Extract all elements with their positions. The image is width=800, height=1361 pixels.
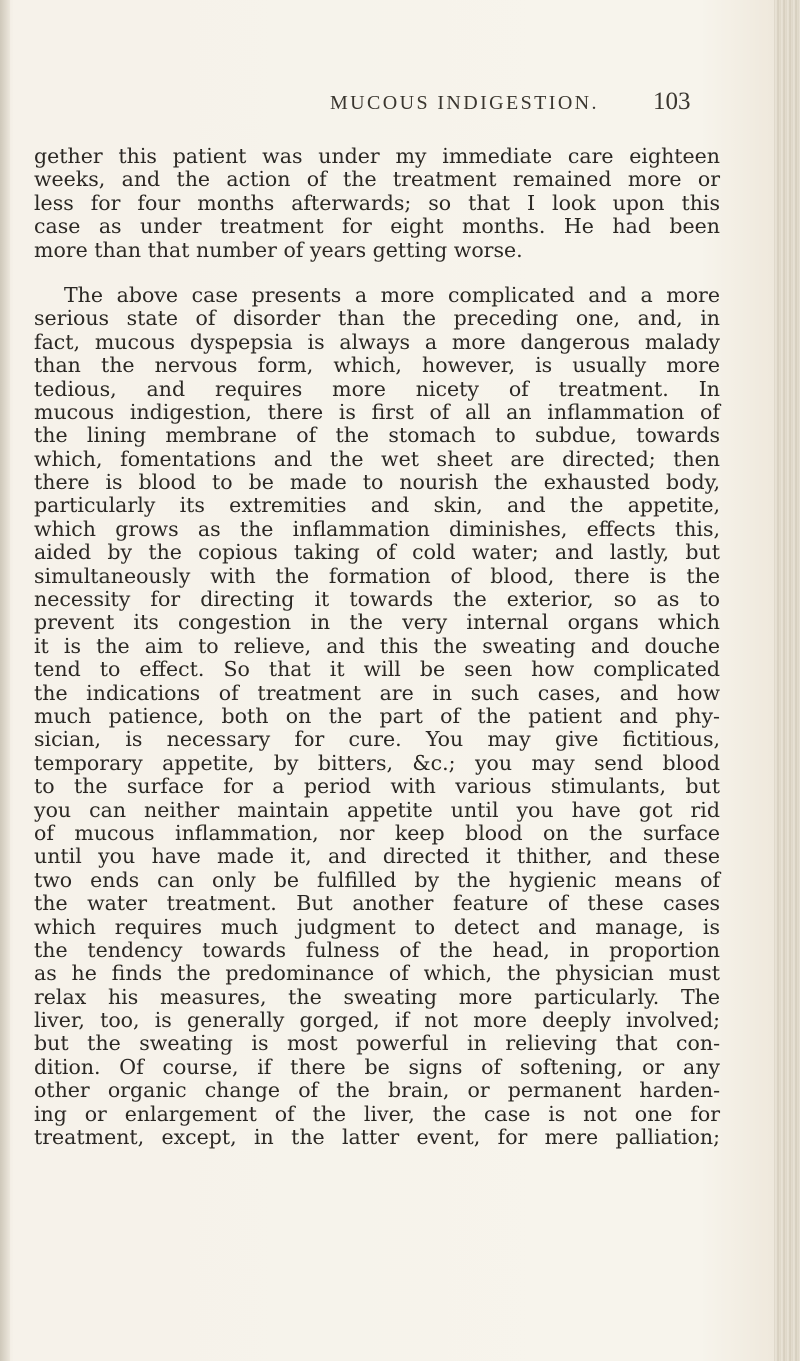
text-line: the indications of treatment are in such cases, and how: [34, 680, 720, 705]
text-line: relax his measures, the sweating more particularly. The: [34, 984, 720, 1009]
text-line: simultaneously with the formation of blood, there is the: [34, 563, 720, 588]
text-line: to the surface for a period with various stimulants, but: [34, 774, 720, 799]
text-line: as he finds the predominance of which, the physician must: [34, 961, 720, 986]
text-line: particularly its extremities and skin, and the appetite,: [34, 493, 720, 518]
text-line: it is the aim to relieve, and this the sweating and douche: [34, 633, 720, 658]
running-head-title: MUCOUS INDIGESTION.: [330, 92, 599, 114]
text-line: The above case presents a more complicated and a more: [64, 282, 720, 307]
text-line: treatment, except, in the latter event, for mere palliation;: [34, 1125, 720, 1150]
text-line: the lining membrane of the stomach to subdue, towards: [34, 423, 720, 448]
running-head: [0, 88, 800, 132]
text-line: sician, is necessary for cure. You may give fictitious,: [34, 727, 720, 752]
text-line: fact, mucous dyspepsia is always a more dangerous malady: [34, 329, 720, 354]
text-line: necessity for directing it towards the exterior, so as to: [34, 587, 720, 612]
text-line: aided by the copious taking of cold water; and lastly, but: [34, 540, 720, 565]
text-line: tedious, and requires more nicety of treatment. In: [34, 376, 720, 401]
text-line: prevent its congestion in the very internal organs which: [34, 610, 720, 635]
text-line: case as under treatment for eight months. He had been: [34, 214, 720, 239]
text-line: which requires much judgment to detect and manage, is: [34, 914, 720, 939]
text-line: dition. Of course, if there be signs of softening, or any: [34, 1054, 720, 1079]
paragraph-2: [34, 284, 720, 1149]
text-line: the tendency towards fulness of the head, in proportion: [34, 937, 720, 962]
text-line: ing or enlargement of the liver, the case is not one for: [34, 1101, 720, 1126]
text-line: gether this patient was under my immediate care eighteen: [34, 144, 720, 168]
text-line: of mucous inflammation, nor keep blood on the surface: [34, 820, 720, 845]
body-text: [34, 145, 720, 1149]
paragraph-gap: [34, 262, 720, 284]
text-line: temporary appetite, by bitters, &c.; you may send blood: [34, 750, 720, 775]
text-line: other organic change of the brain, or permanent harden-: [34, 1078, 720, 1103]
text-line: more than that number of years getting worse.: [34, 237, 523, 262]
text-line: two ends can only be fulfilled by the hygienic means of: [34, 867, 720, 892]
text-line: which grows as the inflammation diminishes, effects this,: [34, 516, 720, 541]
text-line: than the nervous form, which, however, is usually more: [34, 353, 720, 378]
text-line: weeks, and the action of the treatment remained more or: [34, 167, 720, 192]
text-line: mucous indigestion, there is first of all an inflammation of: [34, 399, 720, 424]
text-line: which, fomentations and the wet sheet are directed; then: [34, 446, 720, 471]
text-line: the water treatment. But another feature of these cases: [34, 891, 720, 916]
text-line: serious state of disorder than the preceding one, and, in: [34, 306, 720, 331]
page-right-edge: [774, 0, 800, 1361]
text-line: but the sweating is most powerful in relieving that con-: [34, 1031, 720, 1056]
paragraph-1: [34, 145, 720, 262]
text-line: less for four months afterwards; so that I look upon this: [34, 190, 720, 215]
text-line: there is blood to be made to nourish the exhausted body,: [34, 470, 720, 495]
page-left-edge: [0, 0, 10, 1361]
text-line: you can neither maintain appetite until you have got rid: [34, 797, 720, 822]
text-line: much patience, both on the part of the patient and phy-: [34, 703, 720, 728]
text-line: liver, too, is generally gorged, if not more deeply involved;: [34, 1008, 720, 1033]
page-number: 103: [653, 88, 691, 115]
text-line: tend to effect. So that it will be seen how complicated: [34, 657, 720, 682]
text-line: until you have made it, and directed it thither, and these: [34, 844, 720, 869]
